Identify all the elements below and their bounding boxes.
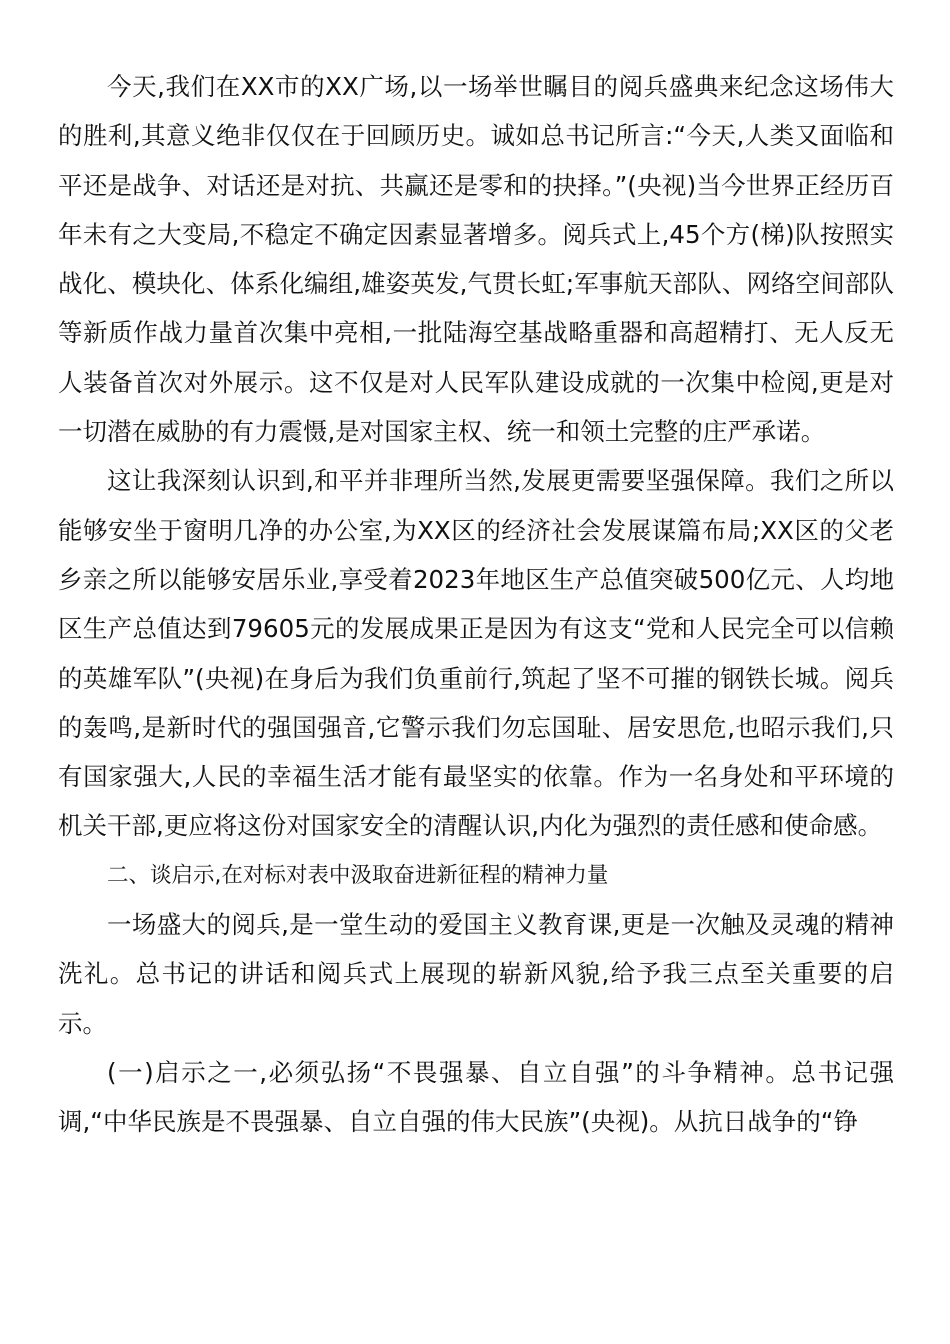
section-heading: 二、谈启示,在对标对表中汲取奋进新征程的精神力量 (107, 862, 609, 888)
paragraph-education-lesson: 一场盛大的阅兵,是一堂生动的爱国主义教育课,更是一次触及灵魂的精神洗礼。总书记的讲话和阅兵式上展现的崭新风貌,给予我三点至关重要的启示。 (58, 910, 894, 1038)
paragraph-parade-significance: 今天,我们在XX市的XX广场,以一场举世瞩目的阅兵盛典来纪念这场伟大的胜利,其意义绝非仅仅在于回顾历史。诚如总书记所言:“今天,人类又面临和平还是战争、对话还是对抗、共赢还是零和的抉择。”(央视)当今世界正经历百年未有之大变局,不稳定不确定因素显著增多。阅兵式上,45个方(梯)队按照实战化、模块化、体系化编组,雄姿英发,气贯长虹;军事航天部队、网络空间部队等新质作战力量首次集中亮相,一批陆海空基战略重器和高超精打、无人反无人装备首次对外展示。这不仅是对人民军队建设成就的一次集中检阅,更是对一切潜在威胁的有力震慑,是对国家主权、统一和领土完整的庄严承诺。 (58, 72, 894, 447)
document-page (58, 62, 894, 1147)
paragraph-peace-reflection: 这让我深刻认识到,和平并非理所当然,发展更需要坚强保障。我们之所以能够安坐于窗明几净的办公室,为XX区的经济社会发展谋篇布局;XX区的父老乡亲之所以能够安居乐业,享受着2023年地区生产总值突破500亿元、人均地区生产总值达到79605元的发展成果正是因为有这支“党和人民完全可以信赖的英雄军队”(央视)在身后为我们负重前行,筑起了坚不可摧的钢铁长城。阅兵的轰鸣,是新时代的强国强音,它警示我们勿忘国耻、居安思危,也昭示我们,只有国家强大,人民的幸福生活才能有最坚实的依靠。作为一名身处和平环境的机关干部,更应将这份对国家安全的清醒认识,内化为强烈的责任感和使命感。 (58, 466, 894, 841)
paragraph-first-insight: (一)启示之一,必须弘扬“不畏强暴、自立自强”的斗争精神。总书记强调,“中华民族是不畏强暴、自立自强的伟大民族”(央视)。从抗日战争的“铮 (58, 1057, 894, 1137)
